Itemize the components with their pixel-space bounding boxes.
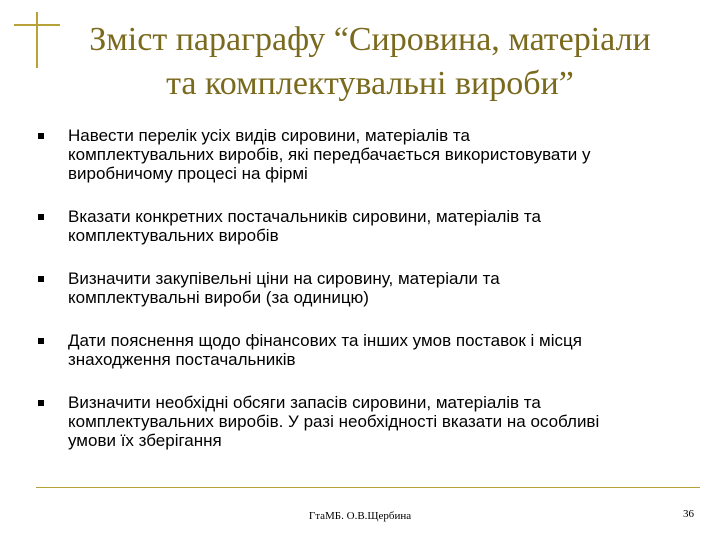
bullet-item-4	[38, 331, 688, 369]
bullet-line: Визначити закупівельні ціни на сировину, матеріали та	[68, 269, 500, 288]
square-bullet-icon	[38, 214, 44, 220]
bullet-list	[38, 126, 688, 450]
bullet-line: комплектувальних виробів. У разі необхідності вказати на особливі	[68, 412, 600, 431]
bullet-item-2	[38, 207, 688, 245]
page-number: 36	[683, 508, 694, 520]
bullet-line: Дати пояснення щодо фінансових та інших умов поставок і місця	[68, 331, 582, 350]
bullet-item-5	[38, 393, 688, 450]
bullet-line: Вказати конкретних постачальників сировини, матеріалів та	[68, 207, 541, 226]
slide-title	[40, 18, 700, 106]
bullet-line: виробничому процесі на фірмі	[68, 164, 308, 183]
square-bullet-icon	[38, 276, 44, 282]
bullet-line: Визначити необхідні обсяги запасів сировини, матеріалів та	[68, 393, 541, 412]
slide-title-line-2: та комплектувальні вироби”	[166, 65, 574, 102]
decorative-vertical-line	[36, 12, 38, 68]
square-bullet-icon	[38, 338, 44, 344]
slide-title-line-1: Зміст параграфу “Сировина, матеріали	[89, 21, 651, 58]
bullet-item-1	[38, 126, 688, 183]
bullet-item-3	[38, 269, 688, 307]
bullet-line: комплектувальних виробів, які передбачається використовувати у	[68, 145, 591, 164]
bullet-line: комплектувальні вироби (за одиницю)	[68, 288, 369, 307]
bullet-line: комплектувальних виробів	[68, 226, 279, 245]
bullet-line: Навести перелік усіх видів сировини, матеріалів та	[68, 126, 470, 145]
square-bullet-icon	[38, 133, 44, 139]
square-bullet-icon	[38, 400, 44, 406]
footer-divider	[36, 487, 700, 488]
footer-author: ГтаМБ. О.В.Щербина	[308, 510, 412, 522]
bullet-line: знаходження постачальників	[68, 350, 296, 369]
bullet-line: умови їх зберігання	[68, 431, 222, 450]
